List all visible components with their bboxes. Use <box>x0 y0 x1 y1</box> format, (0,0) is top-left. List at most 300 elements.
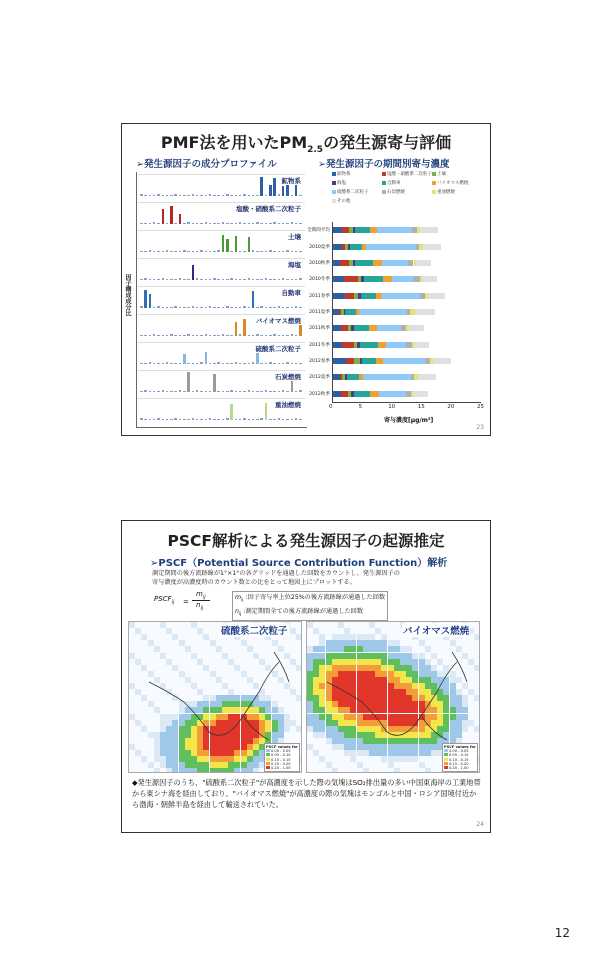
profile-bar <box>205 195 208 196</box>
profile-bar <box>273 222 276 224</box>
profile-bar <box>187 372 190 392</box>
profile-bar <box>174 418 177 420</box>
profile-bar <box>248 335 251 336</box>
profile-bar <box>295 251 298 252</box>
profile-bar <box>217 223 220 224</box>
profile-bar <box>144 278 147 280</box>
profile-bar <box>153 419 156 420</box>
profile-bar <box>140 335 143 336</box>
profile-panel <box>138 286 305 308</box>
page-number: 12 <box>554 926 570 940</box>
map-legend-item: 0.15 - 0.20 <box>444 762 476 766</box>
profile-bar <box>162 419 165 420</box>
legend-swatch <box>332 181 336 185</box>
profile-bar <box>183 279 186 280</box>
profile-bar <box>252 391 255 392</box>
coastline-path <box>327 652 467 740</box>
profile-bar <box>162 251 165 252</box>
profile-bar <box>166 195 169 196</box>
profile-bar <box>153 307 156 308</box>
profile-bar <box>205 251 208 252</box>
formula-definitions <box>232 591 388 621</box>
profile-panel <box>138 370 305 392</box>
profile-bar <box>291 334 294 336</box>
bar-segment <box>355 227 370 233</box>
profile-bar <box>200 279 203 280</box>
profile-bar <box>269 391 272 392</box>
bar-segment <box>373 260 382 266</box>
bar-category-label: 2010秋季 <box>309 260 330 266</box>
profile-bar <box>239 251 242 252</box>
profile-bar <box>140 194 143 196</box>
profile-bar <box>200 307 203 308</box>
bar-segment <box>370 391 379 397</box>
profile-bar <box>153 391 156 392</box>
profile-bar <box>144 390 147 392</box>
profile-bar <box>260 223 263 224</box>
bar-segment <box>366 244 416 250</box>
bar-segment <box>350 244 362 250</box>
bar-segment <box>377 325 401 331</box>
profile-bar <box>200 195 203 196</box>
profile-bar <box>209 306 212 308</box>
profile-bar <box>235 322 238 336</box>
profile-bar <box>200 223 203 224</box>
profile-bar <box>260 279 263 280</box>
map-legend-swatch <box>266 753 270 756</box>
map-legend-item: 0.20 - 1.00 <box>266 766 298 770</box>
profile-bar <box>243 418 246 420</box>
profile-bar <box>157 194 160 196</box>
profile-bar <box>183 307 186 308</box>
profile-bar <box>278 251 281 252</box>
profile-bar <box>149 419 152 420</box>
bar-category-label: 2011冬季 <box>309 342 330 348</box>
bar-segment <box>354 325 369 331</box>
profile-bar <box>295 306 298 308</box>
map-legend-swatch <box>266 762 270 765</box>
profile-bar <box>162 335 165 336</box>
profile-bar <box>252 335 255 336</box>
slide2-title: PSCF解析による発生源因子の起源推定 <box>167 532 445 550</box>
formula-numerator-sub: ij <box>202 594 206 601</box>
profile-bar <box>235 391 238 392</box>
bar-segment <box>360 342 378 348</box>
profile-bar <box>174 391 177 392</box>
profile-bar <box>213 374 216 392</box>
map-legend-swatch <box>444 749 448 752</box>
legend-swatch <box>332 190 336 194</box>
profile-bar <box>205 419 208 420</box>
profile-bar <box>273 307 276 308</box>
profile-bar <box>282 223 285 224</box>
bar-segment <box>418 374 436 380</box>
profile-bar <box>226 306 229 308</box>
profile-bar <box>149 195 152 196</box>
profile-bar <box>149 279 152 280</box>
profile-bar <box>282 186 285 196</box>
profile-bar <box>273 363 276 364</box>
profile-bar <box>209 391 212 392</box>
profile-bar <box>282 251 285 252</box>
profile-bar <box>144 290 147 308</box>
profile-bar <box>196 390 199 392</box>
bar-segment <box>333 276 344 282</box>
profile-bar <box>144 419 147 420</box>
profile-bar <box>260 177 263 196</box>
profile-bar <box>187 279 190 280</box>
profile-bar <box>162 307 165 308</box>
profile-bar <box>179 419 182 420</box>
legend-item: 重油燃焼 <box>432 189 455 195</box>
profile-bar <box>166 419 169 420</box>
legend-item: 石炭燃焼 <box>382 189 405 195</box>
bar-segment <box>376 358 383 364</box>
profile-bar <box>183 223 186 224</box>
profile-bar <box>222 235 225 252</box>
profile-bar <box>166 335 169 336</box>
profile-bar <box>196 363 199 364</box>
map-legend-swatch <box>266 758 270 761</box>
profile-bar <box>230 390 233 392</box>
profile-bar <box>295 418 298 420</box>
profile-bar <box>278 306 281 308</box>
legend-item: その他 <box>332 198 351 204</box>
profile-bar <box>286 250 289 252</box>
bar-segment <box>392 276 413 282</box>
bar-segment <box>433 358 451 364</box>
profile-bar <box>217 362 220 364</box>
bar-segment <box>347 374 359 380</box>
profile-bar <box>222 195 225 196</box>
profile-bar <box>157 391 160 392</box>
bar-segment <box>369 325 377 331</box>
legend-swatch <box>382 172 386 176</box>
bar-segment <box>382 293 420 299</box>
bar-segment <box>362 358 376 364</box>
profile-bar <box>269 185 272 196</box>
profile-bar <box>239 334 242 336</box>
profile-bar <box>265 335 268 336</box>
profile-bar <box>286 279 289 280</box>
profile-bar <box>205 222 208 224</box>
slide1-title-sub: 2.5 <box>307 145 324 156</box>
profile-bar <box>260 391 263 392</box>
profile-bar <box>213 195 216 196</box>
profile-bar <box>217 195 220 196</box>
profile-bar <box>248 419 251 420</box>
x-axis-ticks <box>329 404 484 412</box>
profile-bar <box>157 306 160 308</box>
def-n-symbol: n <box>235 608 239 616</box>
profile-bar <box>248 390 251 392</box>
profile-bar <box>153 363 156 364</box>
bar-segment <box>355 260 373 266</box>
profile-bar <box>187 363 190 364</box>
profile-bar <box>291 307 294 308</box>
profile-bar <box>260 306 263 308</box>
bar-segment <box>383 358 424 364</box>
profile-bar <box>222 363 225 364</box>
profile-panel <box>138 342 305 364</box>
profile-label: 塩酸・硝酸系二次粒子 <box>236 205 301 213</box>
profile-bar <box>299 195 302 196</box>
profile-bar <box>196 251 199 252</box>
profile-bar <box>230 251 233 252</box>
bar-segment <box>363 374 410 380</box>
x-axis-label: 寄与濃度[μg/m³] <box>384 417 434 424</box>
profile-bar <box>256 334 259 336</box>
profile-bar <box>269 419 272 420</box>
bar-category-label: 2012夏季 <box>309 375 330 381</box>
profile-bar <box>209 363 212 364</box>
profile-bar <box>278 418 281 420</box>
map-legend-swatch <box>444 762 448 765</box>
bar-segment <box>333 227 342 233</box>
profile-bar <box>260 335 263 336</box>
desc-line-2: 寄与濃度が高濃度時のカウント数との比をとって地図上にプロットする。 <box>152 579 356 586</box>
bar-segment <box>423 244 441 250</box>
profile-bar <box>286 307 289 308</box>
profile-bar <box>192 418 195 420</box>
profile-bar <box>200 250 203 252</box>
profile-bar <box>213 335 216 336</box>
formula-numerator: m <box>196 590 203 598</box>
profile-panel <box>138 258 305 280</box>
bar-segment <box>342 342 354 348</box>
legend-swatch <box>332 172 336 176</box>
profile-bar <box>269 307 272 308</box>
profile-bar <box>157 363 160 364</box>
profile-bar <box>256 251 259 252</box>
map-legend-swatch <box>444 758 448 761</box>
slide1-title-rest: の発生源寄与評価 <box>323 133 452 152</box>
coastline-path <box>149 652 289 740</box>
bar-segment <box>341 325 348 331</box>
legend-item: 鉱物系 <box>332 171 351 177</box>
profile-bar <box>149 391 152 392</box>
profile-bar <box>153 251 156 252</box>
bar-segment <box>414 342 429 348</box>
bar-segment <box>333 293 345 299</box>
profile-bar <box>200 419 203 420</box>
bar-segment <box>379 391 406 397</box>
legend-swatch <box>432 190 436 194</box>
bar-segment <box>382 260 409 266</box>
slide-pmf <box>121 123 491 436</box>
profile-bar <box>299 419 302 420</box>
profile-bar <box>209 279 212 280</box>
profile-bar <box>256 195 259 196</box>
profile-bar <box>149 223 152 224</box>
stacked-bar-chart <box>307 222 481 403</box>
profile-bar <box>239 363 242 364</box>
profile-bar <box>196 307 199 308</box>
profile-bar <box>248 223 251 224</box>
profile-bar <box>192 391 195 392</box>
bar-segment <box>378 342 386 348</box>
profile-bar <box>140 223 143 224</box>
bar-segment <box>364 276 383 282</box>
profile-bar <box>278 223 281 224</box>
map-legend-swatch <box>444 766 448 769</box>
profile-bar <box>209 418 212 420</box>
profile-bar <box>205 334 208 336</box>
legend-swatch <box>432 172 436 176</box>
profile-bar <box>248 278 251 280</box>
profile-bar <box>217 307 220 308</box>
profile-bar <box>170 307 173 308</box>
bar-category-label: 全期間平均 <box>307 228 330 234</box>
bar-segment <box>359 309 406 315</box>
profile-bar <box>235 307 238 308</box>
legend-item: バイオマス燃焼 <box>432 180 468 186</box>
profile-bar <box>205 307 208 308</box>
bar-segment <box>333 244 342 250</box>
profile-bar <box>256 222 259 224</box>
profile-bar <box>187 251 190 252</box>
bar-category-label: 2011夏季 <box>309 310 330 315</box>
profile-bar <box>200 391 203 392</box>
profile-bar <box>183 354 186 364</box>
profile-bar <box>205 279 208 280</box>
profile-bar <box>243 319 246 336</box>
legend-item: 自動車 <box>382 180 401 186</box>
legend-swatch <box>382 181 386 185</box>
def-n-text: :測定期間全ての後方流跡線が通過した回数 <box>243 608 364 616</box>
profile-label: 海塩 <box>288 261 301 269</box>
bar-segment <box>377 227 413 233</box>
def-m-text: :因子寄与率上位25%の後方流跡線が通過した回数 <box>245 594 386 601</box>
profile-bar <box>235 419 238 420</box>
map-legend-swatch <box>266 749 270 752</box>
slide1-title-main: PMF法を用いたPM <box>160 133 308 152</box>
right-heading: ➢発生源因子の期間別寄与濃度 <box>318 159 450 170</box>
x-tick-label: 5 <box>358 404 363 410</box>
chart-legend <box>332 171 482 213</box>
profile-bar <box>291 251 294 252</box>
profile-label: 硫酸系二次粒子 <box>255 345 301 353</box>
profile-panels <box>136 172 307 428</box>
profile-bar <box>235 362 238 364</box>
map-legend-item: 0.10 - 0.15 <box>266 758 298 762</box>
profile-bar <box>286 362 289 364</box>
profile-bar <box>243 251 246 252</box>
profile-bar <box>162 390 165 392</box>
profile-label: 土壌 <box>288 233 301 241</box>
profile-bar <box>235 236 238 252</box>
profile-bar <box>248 307 251 308</box>
profile-bar <box>174 251 177 252</box>
bar-segment <box>345 309 356 315</box>
profile-bar <box>256 279 259 280</box>
profile-bar <box>226 194 229 196</box>
profile-bar <box>235 279 238 280</box>
profile-bar <box>179 363 182 364</box>
profile-bar <box>278 335 281 336</box>
bar-segment <box>370 227 377 233</box>
profile-bar <box>179 251 182 252</box>
bar-segment <box>333 391 341 397</box>
bar-segment <box>386 342 407 348</box>
profile-bar <box>174 194 177 196</box>
profile-bar <box>243 194 246 196</box>
profile-bar <box>162 363 165 364</box>
profile-bar <box>265 195 268 196</box>
formula-lhs: PSCF <box>154 595 172 603</box>
profile-bar <box>243 391 246 392</box>
x-tick-label: 15 <box>417 404 425 410</box>
profile-bar <box>265 278 268 280</box>
profile-bar <box>222 279 225 280</box>
profile-bar <box>226 335 229 336</box>
bar-segment <box>409 325 424 331</box>
profile-bar <box>248 237 251 252</box>
profile-bar <box>162 278 165 280</box>
bar-segment <box>333 358 346 364</box>
profile-bar <box>179 214 182 224</box>
profile-bar <box>265 307 268 308</box>
profile-bar <box>252 195 255 196</box>
profile-bar <box>179 390 182 392</box>
profile-bar <box>230 404 233 420</box>
map-legend-item: 0.00 - 0.05 <box>266 749 298 753</box>
legend-item: 海塩 <box>332 180 346 186</box>
profile-bar <box>170 251 173 252</box>
profile-panel <box>138 174 305 196</box>
profile-bar <box>183 335 186 336</box>
profile-bar <box>239 307 242 308</box>
slide-pscf <box>121 520 491 833</box>
profile-bar <box>166 391 169 392</box>
def-m-sub: ij <box>241 598 244 604</box>
map2-legend <box>442 743 478 772</box>
bar-segment <box>361 293 376 299</box>
formula-denominator: n <box>196 601 201 609</box>
profile-bar <box>265 363 268 364</box>
profile-bar <box>235 223 238 224</box>
profile-bar <box>183 419 186 420</box>
profile-bar <box>273 251 276 252</box>
profile-bar <box>282 278 285 280</box>
profile-bar <box>174 363 177 364</box>
profile-bar <box>256 307 259 308</box>
profile-bar <box>282 419 285 420</box>
profile-bar <box>256 391 259 392</box>
profile-bar <box>230 195 233 196</box>
profile-bar <box>149 362 152 364</box>
profile-bar <box>278 363 281 364</box>
profile-bar <box>213 363 216 364</box>
profile-label: 石炭燃焼 <box>275 373 301 381</box>
profile-bar <box>140 251 143 252</box>
map-legend-item: 0.10 - 0.15 <box>444 758 476 762</box>
profile-bar <box>153 334 156 336</box>
profile-bar <box>239 195 242 196</box>
profile-bar <box>183 391 186 392</box>
profile-bar <box>273 178 276 196</box>
bar-segment <box>420 227 438 233</box>
profile-bar <box>286 391 289 392</box>
map2-label: バイオマス燃焼 <box>402 623 470 637</box>
slide1-title <box>122 130 490 155</box>
profile-bar <box>295 335 298 336</box>
profile-bar <box>252 291 255 308</box>
profile-bar <box>157 223 160 224</box>
desc-line-1: 測定期間の後方流跡線が1°×1°の各グリッドを通過した回数をカウントし、発生源因子の <box>152 570 400 577</box>
map-legend-title: PSCF values for <box>444 745 476 749</box>
bar-category-label: 2011秋季 <box>309 326 330 332</box>
